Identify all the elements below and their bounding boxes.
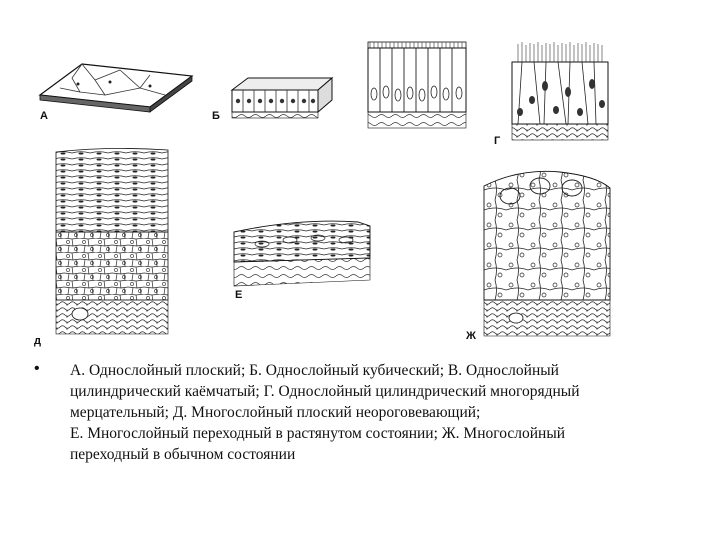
panel-zh-transitional-relaxed (465, 171, 610, 342)
caption-line: Е. Многослойный переходный в растянутом состоянии; Ж. Многослойный (70, 425, 566, 442)
panel-label-a: А (40, 110, 48, 122)
caption-line: А. Однослойный плоский; Б. Однослойный кубический; В. Однослойный (70, 362, 559, 379)
caption-line: переходный в обычном состоянии (70, 446, 296, 463)
bullet: • (34, 360, 40, 377)
panel-a-simple-squamous (40, 64, 192, 122)
panel-b-simple-cuboidal (212, 78, 332, 122)
panel-label-e: Е (235, 289, 243, 301)
caption-line: мерцательный; Д. Многослойный плоский неороговевающий; (70, 404, 481, 421)
panel-d-stratified-squamous (34, 148, 168, 347)
panel-g-pseudostratified (494, 42, 608, 147)
caption-text (70, 360, 674, 465)
panel-label-zh: Ж (466, 330, 476, 342)
panel-label-d: д (34, 335, 41, 347)
panel-label-b: Б (212, 110, 220, 122)
caption-line: цилиндрический каёмчатый; Г. Однослойный цилиндрический многорядный (70, 383, 580, 400)
panel-v-simple-columnar (368, 42, 466, 128)
panel-label-g: Г (494, 135, 501, 147)
figure-caption (34, 360, 674, 465)
panel-e-transitional-stretched (234, 221, 370, 301)
